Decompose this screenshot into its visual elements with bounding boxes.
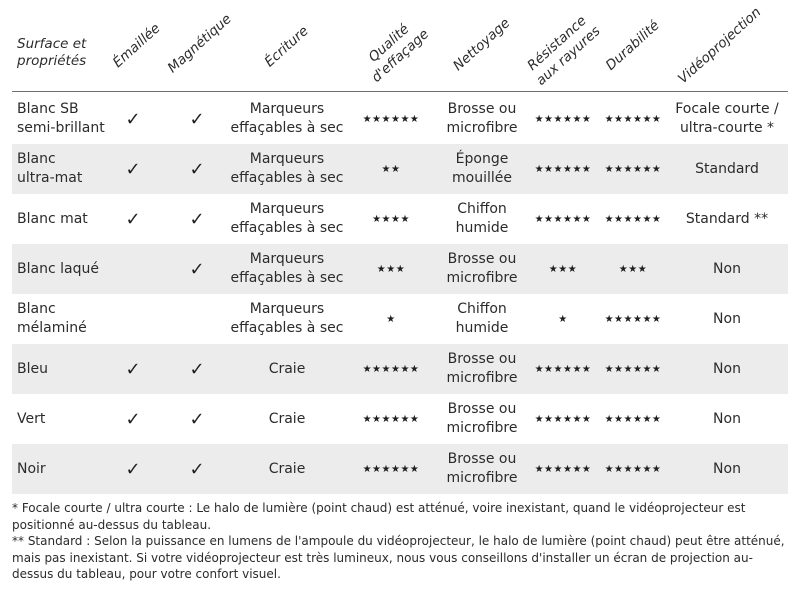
qualite-rating: ★★★★★★ (362, 113, 420, 125)
videoprojection-cell: Focale courte / ultra-courte * (675, 101, 779, 136)
magnetique-check-icon: ✓ (189, 158, 205, 180)
videoprojection-cell: Non (713, 310, 741, 327)
ecriture-cell: Marqueurs effaçables à sec (230, 151, 344, 186)
qualite-rating: ★ (386, 313, 396, 325)
footnote-standard: ** Standard : Selon la puissance en lumens de l'ampoule du vidéoprojecteur, le halo de lumière (point chaud) peut être atténué, mais pas inexistant. Si votre vidéoprojecteur est très lumineux, nous vous conseillons d'installer un écran de projection au-dessus du tableau, pour votre confort visuel. (12, 534, 785, 581)
emaillee-check-icon (108, 244, 158, 294)
table-row (12, 444, 788, 494)
ecriture-cell: Marqueurs effaçables à sec (230, 251, 344, 286)
table-row (12, 294, 788, 344)
row-name: Vert (17, 410, 46, 427)
videoprojection-cell: Non (713, 410, 741, 427)
header-magnetique: Magnétique (164, 10, 235, 77)
ecriture-cell: Craie (268, 460, 306, 477)
header-emaillee: Émaillée (109, 20, 164, 71)
durabilite-rating: ★★★★★★ (604, 413, 662, 425)
resistance-rating: ★ (558, 313, 568, 325)
header-ecriture: Écriture (261, 22, 312, 71)
table-row (12, 244, 788, 294)
footnotes (12, 500, 788, 583)
qualite-rating: ★★★★★★ (362, 463, 420, 475)
table-row (12, 394, 788, 444)
resistance-rating: ★★★★★★ (534, 163, 592, 175)
nettoyage-cell: Brosse ou microfibre (446, 451, 518, 486)
ecriture-cell: Craie (268, 360, 306, 377)
magnetique-check-icon: ✓ (189, 108, 205, 130)
header-durabilite: Durabilité (602, 17, 663, 74)
emaillee-check-icon: ✓ (125, 358, 141, 380)
resistance-rating: ★★★ (548, 263, 578, 275)
table-row (12, 144, 788, 194)
row-name: Noir (17, 460, 46, 477)
table-row (12, 194, 788, 244)
nettoyage-cell: Chiffon humide (455, 301, 509, 336)
row-name: Bleu (17, 360, 48, 377)
emaillee-check-icon (108, 294, 158, 344)
emaillee-check-icon: ✓ (125, 208, 141, 230)
ecriture-cell: Marqueurs effaçables à sec (230, 301, 344, 336)
row-name: Blanc mat (17, 210, 88, 227)
durabilite-rating: ★★★★★★ (604, 113, 662, 125)
videoprojection-cell: Standard (695, 160, 759, 177)
resistance-rating: ★★★★★★ (534, 113, 592, 125)
emaillee-check-icon: ✓ (125, 108, 141, 130)
table-row (12, 344, 788, 394)
qualite-rating: ★★ (381, 163, 401, 175)
emaillee-check-icon: ✓ (125, 408, 141, 430)
resistance-rating: ★★★★★★ (534, 413, 592, 425)
ecriture-cell: Marqueurs effaçables à sec (230, 201, 344, 236)
magnetique-check-icon: ✓ (189, 258, 205, 280)
videoprojection-cell: Non (713, 460, 741, 477)
durabilite-rating: ★★★ (618, 263, 648, 275)
nettoyage-cell: Chiffon humide (455, 201, 509, 236)
magnetique-check-icon: ✓ (189, 208, 205, 230)
nettoyage-cell: Brosse ou microfibre (446, 351, 518, 386)
header-videoprojection: Vidéoprojection (674, 4, 765, 87)
row-name: Blanc ultra-mat (17, 151, 83, 186)
videoprojection-cell: Non (713, 360, 741, 377)
magnetique-check-icon: ✓ (189, 408, 205, 430)
qualite-rating: ★★★★★★ (362, 413, 420, 425)
resistance-rating: ★★★★★★ (534, 463, 592, 475)
ecriture-cell: Marqueurs effaçables à sec (230, 101, 344, 136)
durabilite-rating: ★★★★★★ (604, 313, 662, 325)
videoprojection-cell: Non (713, 260, 741, 277)
durabilite-rating: ★★★★★★ (604, 463, 662, 475)
magnetique-check-icon: ✓ (189, 458, 205, 480)
magnetique-check-icon: ✓ (189, 358, 205, 380)
table-header (0, 0, 796, 90)
magnetique-check-icon (172, 294, 222, 344)
emaillee-check-icon: ✓ (125, 158, 141, 180)
nettoyage-cell: Brosse ou microfibre (446, 251, 518, 286)
emaillee-check-icon: ✓ (125, 458, 141, 480)
footnote-short-throw: * Focale courte / ultra courte : Le halo de lumière (point chaud) est atténué, voire inexistant, quand le vidéoprojecteur est positionné au-dessus du tableau. (12, 501, 746, 532)
qualite-rating: ★★★★★★ (362, 363, 420, 375)
header-surface: Surface et propriétés (17, 36, 87, 69)
header-qualite: Qualité d'effaçage (365, 21, 433, 86)
durabilite-rating: ★★★★★★ (604, 213, 662, 225)
durabilite-rating: ★★★★★★ (604, 163, 662, 175)
header-nettoyage: Nettoyage (450, 15, 514, 75)
resistance-rating: ★★★★★★ (534, 213, 592, 225)
row-name: Blanc SB semi-brillant (17, 101, 105, 136)
qualite-rating: ★★★ (376, 263, 406, 275)
row-name: Blanc laqué (17, 260, 99, 277)
nettoyage-cell: Éponge mouillée (452, 151, 512, 186)
header-rule (12, 91, 788, 92)
nettoyage-cell: Brosse ou microfibre (446, 101, 518, 136)
nettoyage-cell: Brosse ou microfibre (446, 401, 518, 436)
row-name: Blanc mélaminé (17, 301, 87, 336)
ecriture-cell: Craie (268, 410, 306, 427)
qualite-rating: ★★★★ (372, 213, 410, 225)
resistance-rating: ★★★★★★ (534, 363, 592, 375)
videoprojection-cell: Standard ** (685, 210, 769, 227)
table-row (12, 94, 788, 144)
durabilite-rating: ★★★★★★ (604, 363, 662, 375)
header-resistance: Résistance aux rayures (524, 12, 604, 89)
